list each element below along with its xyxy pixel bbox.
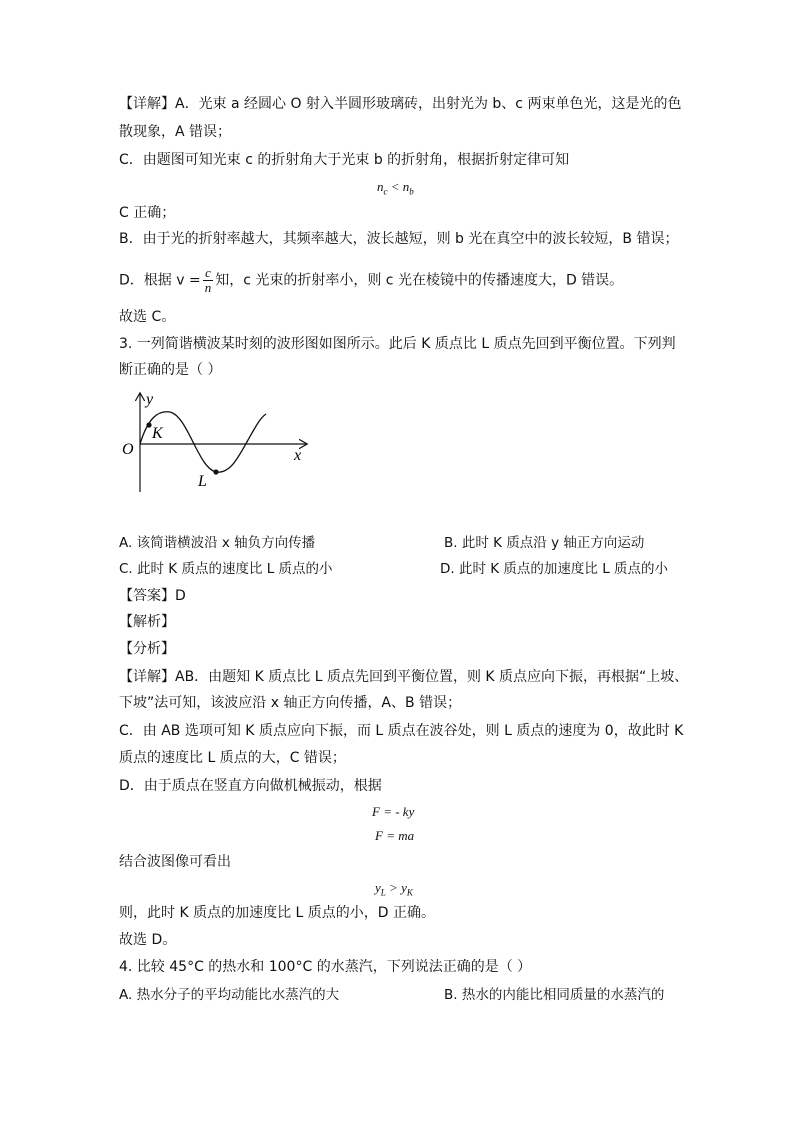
q2-d-den: n (204, 280, 212, 295)
q3-option-a: A. 该简谐横波沿 x 轴负方向传播 (119, 535, 316, 551)
point-k-label: K (152, 425, 163, 442)
q3-answer-line: 故选 D。 (119, 932, 177, 948)
q3-analysis: 【解析】 (119, 614, 175, 630)
y-axis-label: y (146, 391, 154, 408)
q3-fenxi: 【分析】 (119, 641, 175, 657)
q2-detail-line1: 【详解】A．光束 a 经圆心 O 射入半圆形玻璃砖，出射光为 b、c 两束单色光，这是光的色 (119, 96, 682, 112)
q3-answer: 【答案】D (119, 588, 186, 604)
q2-d-line (119, 266, 623, 295)
q2-answer-line: 故选 C。 (119, 309, 176, 325)
q3-combine: 结合波图像可看出 (119, 854, 231, 870)
point-l-dot (213, 469, 218, 474)
q3-conclusion: 则，此时 K 质点的加速度比 L 质点的小，D 正确。 (119, 905, 436, 921)
q4-stem: 4. 比较 45°C 的热水和 100°C 的水蒸汽，下列说法正确的是（ ） (119, 959, 532, 975)
wave-figure (118, 388, 318, 498)
q3-option-c: C. 此时 K 质点的速度比 L 质点的小 (119, 561, 333, 577)
q3-detail-line2: 下坡”法可知，该波应沿 x 轴正方向传播，A、B 错误； (119, 695, 462, 711)
q3-option-d: D. 此时 K 质点的加速度比 L 质点的小 (440, 561, 669, 577)
q3-option-b: B. 此时 K 质点沿 y 轴正方向运动 (444, 535, 645, 551)
q2-formula: $n_c < n_b$ (377, 179, 414, 197)
q3-stem-line2: 断正确的是（ ） (119, 362, 222, 378)
q3-formula2: F = ma (375, 828, 415, 843)
q2-detail-line2: 散现象，A 错误； (119, 124, 232, 140)
q2-b-line: B．由于光的折射率越大，其频率越大，波长越短，则 b 光在真空中的波长较短，B 错误； (119, 231, 679, 247)
q3-detail-line1: 【详解】AB．由题知 K 质点比 L 质点先回到平衡位置，则 K 质点应向下振，再根据“上坡、 (119, 669, 689, 685)
x-axis-label: x (294, 447, 302, 464)
point-l-label: L (198, 473, 207, 490)
q3-c-line2: 质点的速度比 L 质点的大，C 错误； (119, 750, 346, 766)
q3-c-line1: C．由 AB 选项可知 K 质点应向下振，而 L 质点在波谷处，则 L 质点的速度为 0，故此时 K (119, 723, 684, 739)
q2-d-suffix: 知，c 光束的折射率小，则 c 光在棱镜中的传播速度大，D 错误。 (215, 272, 624, 289)
q2-d-num: c (203, 266, 214, 281)
q2-d-fraction (203, 266, 214, 295)
q3-formula3: $y_L > y_K$ (375, 880, 413, 898)
q3-d-line: D．由于质点在竖直方向做机械振动，根据 (119, 778, 382, 794)
q2-c-line: C．由题图可知光束 c 的折射角大于光束 b 的折射角，根据折射定律可知 (119, 152, 570, 168)
origin-label: O (122, 441, 134, 458)
q2-c-correct: C 正确； (119, 205, 176, 221)
q4-option-a: A. 热水分子的平均动能比水蒸汽的大 (119, 987, 340, 1003)
point-k-dot (146, 422, 151, 427)
q3-formula1: F = - ky (372, 804, 415, 819)
q3-stem-line1: 3. 一列简谐横波某时刻的波形图如图所示。此后 K 质点比 L 质点先回到平衡位置。下列判 (119, 336, 676, 352)
q2-d-prefix: D．根据 v = (119, 272, 201, 289)
q4-option-b: B. 热水的内能比相同质量的水蒸汽的 (444, 987, 665, 1003)
